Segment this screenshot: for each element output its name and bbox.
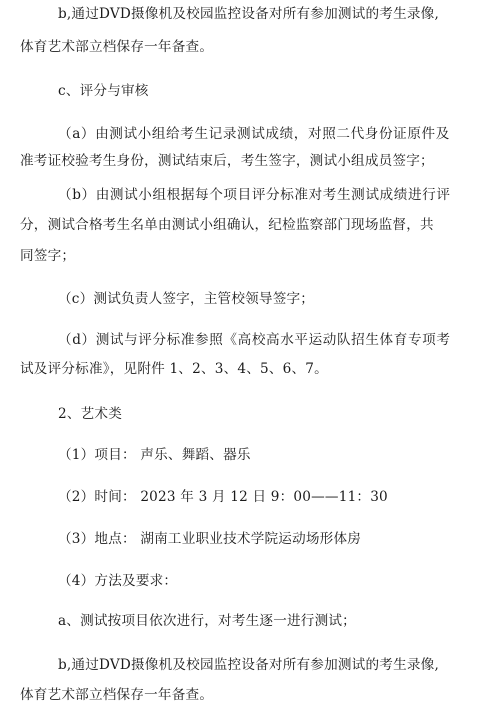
text-line: （3）地点： 湖南工业职业技术学院运动场形体房 <box>58 531 362 547</box>
text-line: 2、艺术类 <box>58 406 123 422</box>
text-line: （1）项目： 声乐、舞蹈、器乐 <box>58 447 251 463</box>
text-line: 同签字； <box>20 248 76 264</box>
text-line: 体育艺术部立档保存一年备查。 <box>20 39 214 55</box>
text-line: （d）测试与评分标准参照《高校高水平运动队招生体育专项考 <box>58 332 451 348</box>
text-line: （c）测试负责人签字，主管校领导签字； <box>58 291 315 307</box>
text-line: 体育艺术部立档保存一年备查。 <box>20 687 214 703</box>
text-line: 试及评分标准》，见附件 1、2、3、4、5、6、7。 <box>20 361 328 377</box>
text-line: （a）由测试小组给考生记录测试成绩，对照二代身份证原件及 <box>58 126 450 142</box>
text-line: a、测试按项目依次进行，对考生逐一进行测试； <box>58 613 356 629</box>
text-line: 分，测试合格考生名单由测试小组确认，纪检监察部门现场监督，共 <box>20 217 434 233</box>
text-line: 准考证校验考生身份，测试结束后，考生签字，测试小组成员签字； <box>20 153 434 169</box>
text-line: （2）时间： 2023 年 3 月 12 日 9：00——11：30 <box>58 489 388 505</box>
text-line: （b）由测试小组根据每个项目评分标准对考生测试成绩进行评 <box>58 187 451 203</box>
text-line: b,通过DVD摄像机及校园监控设备对所有参加测试的考生录像, <box>58 657 439 673</box>
text-line: b,通过DVD摄像机及校园监控设备对所有参加测试的考生录像, <box>58 6 439 22</box>
text-line: （4）方法及要求： <box>58 573 178 589</box>
text-line: c、评分与审核 <box>58 83 149 99</box>
